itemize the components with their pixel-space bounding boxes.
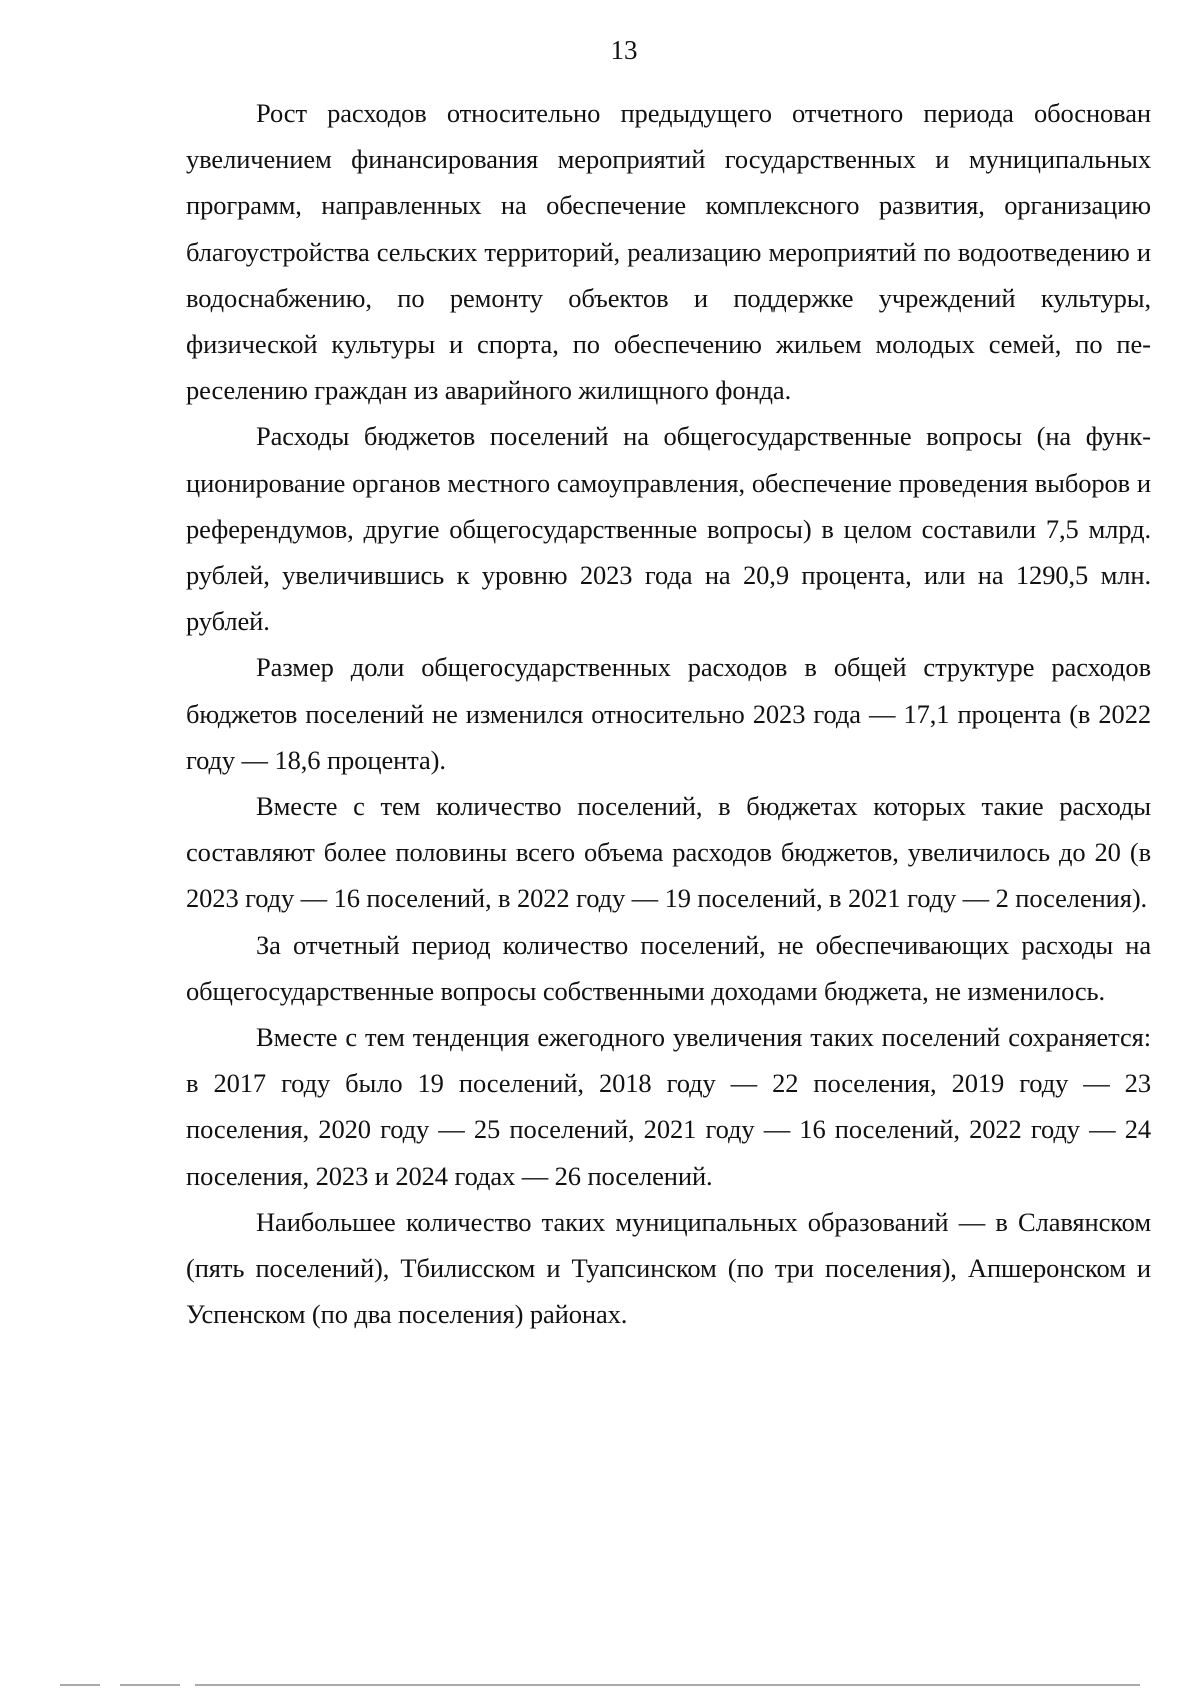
- paragraph-expense-growth: Рост расходов относительно предыдущего отчетного периода обоснован увеличением финансирования мероприятий государственных и муниципальных программ, направленных на обеспечение комплексного развития, организацию благоустройства сельских территорий, реализацию мероприятий по водоотведению и водоснабжению, по ремонту объектов и поддержке учреждений культуры, физической культуры и спорта, по обеспечению жильем молодых семей, по переселению граждан из аварийного жилищного фонда.: [186, 98, 1151, 406]
- paragraph-settlements-count: Вместе с тем количество поселений, в бюджетах которых такие расходы составляют более половины всего объема расходов бюджетов, увеличилось до 20 (в 2023 году — 16 поселений, в 2022 году — 19 поселений, в 2021 году — 2 поселения).: [186, 791, 1151, 914]
- paragraph-general-expenses: Расходы бюджетов поселений на общегосударственные вопросы (на функционирование органов местного самоуправления, обеспечение проведения выборов и референдумов, другие общегосударственные вопросы) в целом составили 7,5 млрд. рублей, увеличившись к уровню 2023 года на 20,9 процента, или на 1290,5 млн. рублей.: [186, 421, 1151, 637]
- paragraph-trend: Вместе с тем тенденция ежегодного увеличения таких поселений сохраняется: в 2017 году было 19 поселений, 2018 году — 22 поселения, 2019 году — 23 поселения, 2020 году — 25 поселений, 2021 году — 16 поселений, 2022 году — 24 поселения, 2023 и 2024 годах — 26 поселений.: [186, 1022, 1151, 1191]
- paragraph-largest-count: Наибольшее количество таких муниципальных образований — в Славянском (пять поселений), Тбилисском и Туапсинском (по три поселения), Апшеронском и Успенском (по два поселения) районах.: [186, 1206, 1151, 1330]
- scan-edge-line: [60, 1684, 1140, 1686]
- page-number: 13: [610, 35, 638, 65]
- document-body: [186, 90, 1151, 1337]
- paragraph-expense-share: Размер доли общегосударственных расходов в общей структуре расходов бюджетов поселений не изменился относительно 2023 года — 17,1 процента (в 2022 году — 18,6 процента).: [186, 652, 1151, 775]
- paragraph-reporting-period: За отчетный период количество поселений, не обеспечивающих расходы на общегосударственные вопросы собственными доходами бюджета, не изменилось.: [186, 929, 1151, 1006]
